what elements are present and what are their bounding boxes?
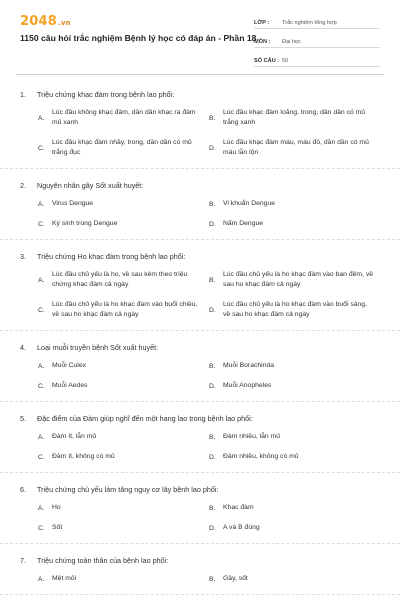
option-text: Đàm nhiều, không có mủ [223,453,299,460]
question-list [0,78,400,595]
option-a[interactable] [38,432,209,442]
option-text: Khạc đàm [223,504,254,511]
option-letter: A. [38,362,45,370]
option-letter: D. [209,220,216,228]
option-b[interactable] [209,432,380,442]
question-text: Triệu chứng toàn thân của bệnh lao phổi: [37,556,169,565]
option-text: Muỗi Anopheles [223,382,272,389]
meta-value: Trắc nghiệm tổng hợp [282,20,337,26]
meta-value: Đại học [282,39,301,45]
option-letter: C. [38,306,45,314]
option-letter: C. [38,220,45,228]
option-d[interactable] [209,300,380,320]
meta-value: 50 [282,58,289,64]
option-letter: D. [209,144,216,152]
option-letter: B. [209,276,216,284]
question-number: 1. [20,90,26,99]
meta-class-row [254,14,380,29]
meta-count-row [254,52,380,67]
option-text: Đàm nhiều, lẫn mủ [223,433,281,440]
option-letter: C. [38,144,45,152]
question-4 [0,331,400,402]
option-c[interactable] [38,523,209,533]
page-header [0,0,400,68]
question-text: Triệu chứng chủ yếu làm tăng nguy cơ lây bệnh lao phổi: [37,485,219,494]
question-2 [0,169,400,240]
option-text: Sốt [52,524,63,531]
question-text: Triệu chứng Ho khạc đàm trong bệnh lao phổi: [37,252,186,261]
option-d[interactable] [209,381,380,391]
option-a[interactable] [38,270,209,290]
option-letter: C. [38,524,45,532]
question-number: 5. [20,414,26,423]
option-c[interactable] [38,452,209,462]
option-letter: B. [209,575,216,583]
option-text: Muỗi Aedes [52,382,88,389]
option-letter: A. [38,433,45,441]
option-text: Lúc đầu chủ yếu là ho khạc đàm vào ban đêm, về sau ho khạc đàm cả ngày [223,271,374,288]
option-text: Lúc đầu khạc đàm nhầy, trong, dần dần có mủ trắng đục [52,139,192,156]
option-a[interactable] [38,361,209,371]
question-6 [0,473,400,544]
option-text: Lúc đầu chủ yếu là ho, về sau kèm theo triệu chứng khạc đàm cả ngày [52,271,188,288]
option-text: Muỗi Culex [52,362,86,369]
question-text: Đặc điểm của Đàm giúp nghĩ đến một hang lao trong bệnh lao phổi: [37,414,253,423]
option-d[interactable] [209,219,380,229]
question-number: 6. [20,485,26,494]
option-c[interactable] [38,300,209,320]
option-text: Lúc đầu khạc đàm loãng, trong, dần dần có mủ trắng xanh [223,109,366,126]
meta-info [254,14,380,71]
question-number: 3. [20,252,26,261]
option-b[interactable] [209,503,380,513]
option-letter: D. [209,382,216,390]
logo-tld: .vn [57,19,71,27]
question-text: Nguyên nhân gây Sốt xuất huyết: [37,181,144,190]
option-a[interactable] [38,503,209,513]
question-3 [0,240,400,331]
option-letter: A. [38,114,45,122]
option-text: Lúc đầu không khạc đàm, dần dần khạc ra đàm mủ xanh [52,109,196,126]
option-text: Muỗi Borachinda [223,362,275,369]
option-letter: D. [209,453,216,461]
option-text: Ho [52,504,61,511]
option-letter: B. [209,504,216,512]
question-number: 7. [20,556,26,565]
option-text: Đàm ít, lẫn mủ [52,433,97,440]
option-text: Gầy, sốt [223,575,248,582]
meta-key: SỐ CÂU : [254,58,280,64]
question-5 [0,402,400,473]
option-d[interactable] [209,452,380,462]
option-text: Mệt mỏi [52,575,77,582]
option-letter: D. [209,524,216,532]
question-text: Triệu chứng khạc đàm trong bệnh lao phổi: [37,90,175,99]
option-letter: C. [38,453,45,461]
option-a[interactable] [38,574,209,584]
option-d[interactable] [209,523,380,533]
site-logo[interactable] [20,14,71,29]
logo-main: 2048 [20,14,57,29]
option-letter: B. [209,362,216,370]
option-letter: B. [209,200,216,208]
option-letter: A. [38,504,45,512]
option-text: Lúc đầu chủ yếu là ho khạc đàm vào buổi sáng, về sau ho khạc đàm cả ngày [223,301,367,318]
meta-key: MÔN : [254,39,271,45]
question-number: 4. [20,343,26,352]
option-letter: B. [209,114,216,122]
option-text: Ký sinh trùng Dengue [52,220,118,227]
option-text: A và B đúng [223,524,260,531]
meta-subject-row [254,33,380,48]
option-text: Lúc đầu chủ yếu là ho khạc đàm vào buổi chiều, về sau ho khạc đàm cả ngày [52,301,198,318]
option-c[interactable] [38,138,209,158]
option-letter: A. [38,276,45,284]
option-text: Đàm ít, không có mủ [52,453,115,460]
option-letter: A. [38,200,45,208]
option-letter: D. [209,306,216,314]
option-d[interactable] [209,138,380,158]
header-divider [16,74,384,75]
option-letter: A. [38,575,45,583]
option-a[interactable] [38,199,209,209]
option-a[interactable] [38,108,209,128]
question-1 [0,78,400,169]
question-7 [0,544,400,595]
option-b[interactable] [209,574,380,584]
option-letter: C. [38,382,45,390]
option-text: Lúc đầu khạc đàm máu, máu đỏ, dần dần có mủ máu lẫn lộn [223,139,369,156]
option-text: Virus Dengue [52,200,94,207]
option-text: Vi khuẩn Dengue [223,200,276,207]
page-title: 1150 câu hỏi trắc nghiệm Bệnh lý học có đáp án - Phần 18 [20,33,257,43]
option-b[interactable] [209,108,380,128]
option-b[interactable] [209,199,380,209]
option-c[interactable] [38,219,209,229]
question-text: Loại muỗi truyền bệnh Sốt xuất huyết: [37,343,159,352]
meta-key: LỚP : [254,20,270,26]
option-c[interactable] [38,381,209,391]
option-b[interactable] [209,361,380,371]
option-text: Nấm Dengue [223,220,264,227]
option-b[interactable] [209,270,380,290]
question-number: 2. [20,181,26,190]
option-letter: B. [209,433,216,441]
